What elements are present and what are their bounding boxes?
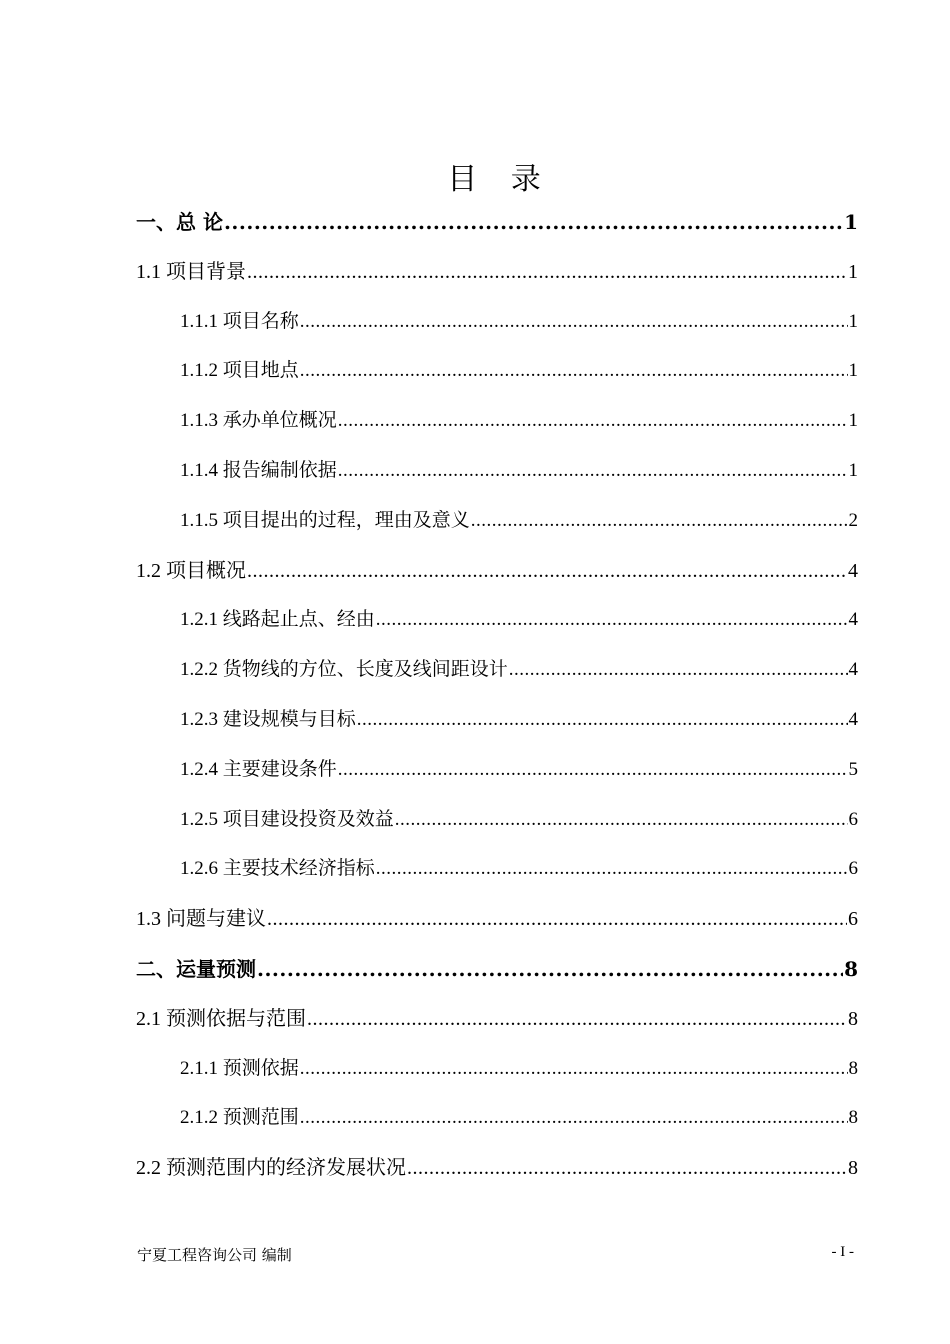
toc-dot-leader	[509, 655, 848, 685]
toc-entry[interactable]	[136, 954, 858, 984]
toc-entry-page: 6	[848, 858, 858, 880]
toc-entry[interactable]	[136, 1004, 858, 1034]
toc-entry-page: 8	[848, 1007, 858, 1030]
toc-entry-label: 1.3 问题与建议	[136, 908, 266, 931]
toc-entry-page: 8	[848, 1157, 858, 1180]
toc-entry[interactable]	[180, 406, 858, 436]
toc-entry-page: 1	[848, 410, 858, 432]
toc-dot-leader	[376, 854, 848, 884]
toc-entry[interactable]	[180, 755, 858, 785]
toc-entry[interactable]	[180, 705, 858, 735]
toc-dot-leader	[300, 1103, 848, 1133]
toc-entry[interactable]	[136, 207, 858, 237]
toc-entry-page: 1	[848, 310, 858, 332]
toc-dot-leader	[338, 456, 848, 486]
toc-dot-leader	[471, 506, 848, 536]
toc-entry-page: 2	[848, 509, 858, 531]
toc-entry[interactable]	[180, 1054, 858, 1084]
toc-entry-page: 5	[848, 758, 858, 780]
toc-entry[interactable]	[180, 854, 858, 884]
toc-entry-label: 1.2.1 线路起止点、经由	[180, 609, 375, 631]
toc-entry-label: 1.1.4 报告编制依据	[180, 460, 337, 481]
toc-entry[interactable]	[136, 556, 858, 586]
toc-dot-leader	[267, 904, 847, 934]
toc-entry-label: 2.1.2 预测范围	[180, 1107, 299, 1129]
toc-entry-label: 二、运量预测	[136, 957, 256, 981]
toc-entry[interactable]	[180, 456, 858, 486]
toc-entry-page: 4	[848, 659, 858, 681]
toc-entry[interactable]	[180, 655, 858, 685]
toc-dot-leader	[300, 356, 848, 386]
toc-dot-leader	[247, 257, 847, 287]
toc-entry-page: 6	[848, 808, 858, 830]
toc-entry-page: 1	[844, 210, 858, 234]
footer-company: 宁夏工程咨询公司 编制	[137, 1246, 292, 1264]
toc-entry[interactable]	[180, 605, 858, 635]
toc-entry-page: 6	[848, 908, 858, 931]
toc-dot-leader	[300, 307, 848, 337]
toc-entry-page: 8	[844, 957, 858, 981]
toc-entry-label: 1.2.6 主要技术经济指标	[180, 858, 375, 880]
toc-entry-label: 1.2 项目概况	[136, 559, 246, 582]
toc-entry[interactable]	[180, 506, 858, 536]
toc-entry-label: 一、总 论	[136, 210, 223, 234]
toc-dot-leader	[357, 705, 848, 735]
toc-dot-leader	[307, 1004, 847, 1034]
toc-entry-page: 4	[848, 709, 858, 730]
toc-entry-label: 1.1.2 项目地点	[180, 360, 299, 382]
toc-entry-page: 8	[848, 1057, 858, 1079]
toc-entry-label: 1.1 项目背景	[136, 260, 246, 283]
toc-entry-label: 1.2.5 项目建设投资及效益	[180, 808, 394, 830]
footer-page-number: - I -	[831, 1244, 854, 1260]
toc-entry[interactable]	[136, 257, 858, 287]
toc-dot-leader	[247, 556, 847, 586]
toc-dot-leader	[395, 805, 848, 835]
toc-entry-page: 1	[848, 460, 858, 481]
toc-entry[interactable]	[136, 904, 858, 934]
toc-entry[interactable]	[180, 1103, 858, 1133]
toc-entry-label: 1.1.1 项目名称	[180, 310, 299, 332]
toc-dot-leader	[300, 1054, 848, 1084]
toc-dot-leader	[338, 755, 848, 785]
toc-entry-label: 1.1.5 项目提出的过程，理由及意义	[180, 509, 470, 531]
toc-entry-label: 1.2.2 货物线的方位、长度及线间距设计	[180, 659, 508, 681]
toc-dot-leader	[407, 1153, 847, 1183]
toc-entry-page: 8	[848, 1107, 858, 1129]
toc-entry-page: 1	[848, 360, 858, 382]
toc-entry[interactable]	[136, 1153, 858, 1183]
toc-entry-page: 1	[848, 260, 858, 283]
toc-entry[interactable]	[180, 356, 858, 386]
toc-entry-label: 1.1.3 承办单位概况	[180, 410, 337, 432]
toc-dot-leader	[376, 605, 848, 635]
toc-dot-leader	[257, 954, 843, 984]
toc-dot-leader	[224, 207, 843, 237]
toc-entry[interactable]	[180, 805, 858, 835]
toc-entry[interactable]	[180, 307, 858, 337]
toc-dot-leader	[338, 406, 848, 436]
toc-entry-page: 4	[848, 559, 858, 582]
toc-entry-label: 2.1 预测依据与范围	[136, 1007, 306, 1030]
toc-entry-label: 2.2 预测范围内的经济发展状况	[136, 1157, 406, 1180]
toc-entry-label: 1.2.3 建设规模与目标	[180, 709, 356, 730]
page-title: 目 录	[447, 162, 553, 197]
toc-entry-label: 2.1.1 预测依据	[180, 1057, 299, 1079]
toc-entry-label: 1.2.4 主要建设条件	[180, 758, 337, 780]
toc-entry-page: 4	[848, 609, 858, 631]
